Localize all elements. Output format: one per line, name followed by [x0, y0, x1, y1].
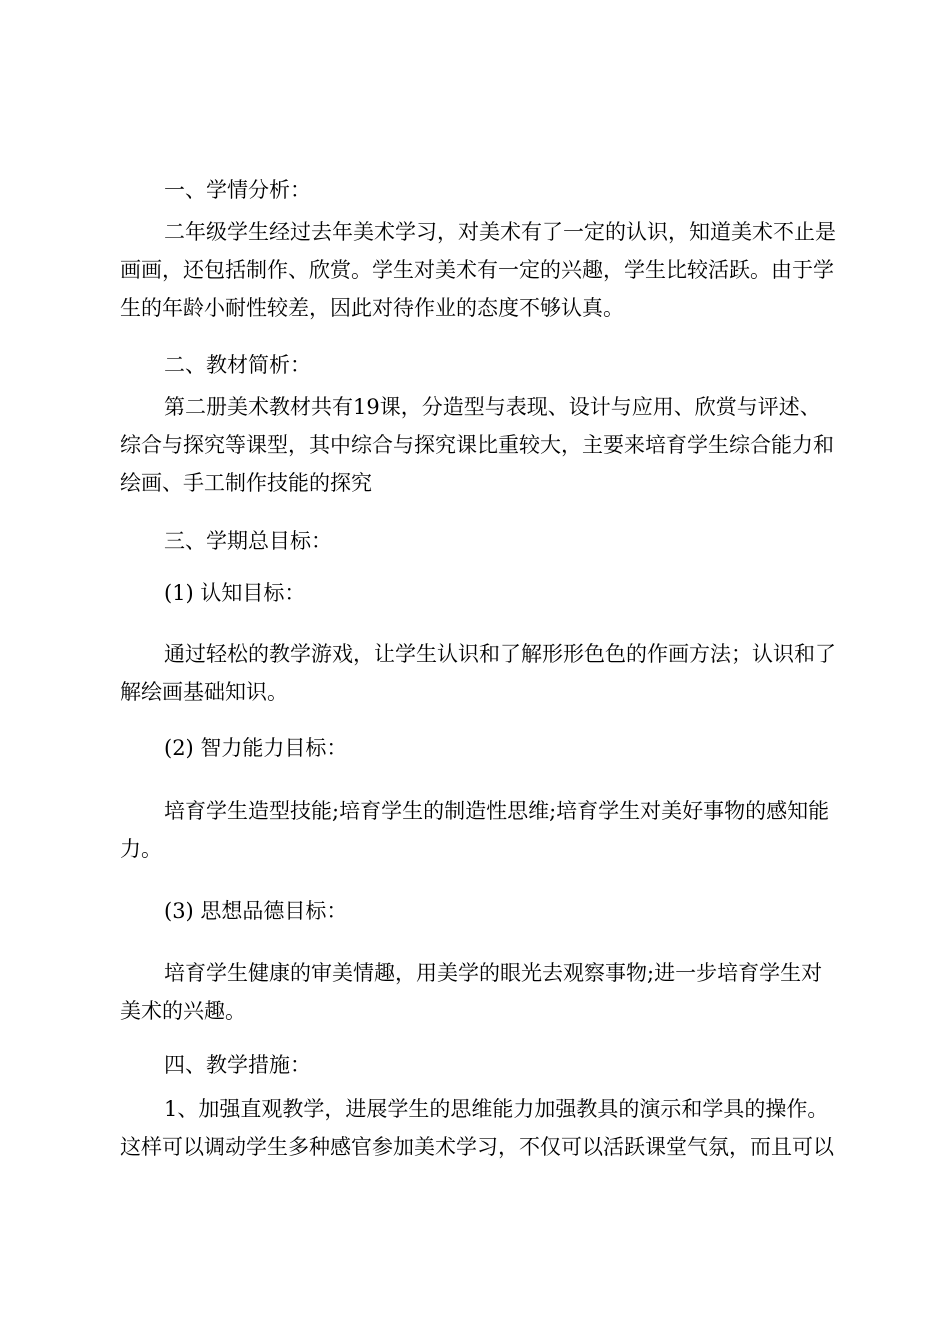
text-line: (2) 智力能力目标： — [164, 736, 348, 760]
text-line: 力。 — [120, 837, 162, 861]
text-line: 1、加强直观教学，进展学生的思维能力加强教具的演示和学具的操作。 — [164, 1097, 829, 1121]
text-line: 解绘画基础知识。 — [120, 680, 288, 704]
text-line: (3) 思想品德目标： — [164, 899, 348, 923]
text-line: 第二册美术教材共有19课，分造型与表现、设计与应用、欣赏与评述、 — [164, 395, 821, 419]
paragraph-textbook-analysis — [120, 388, 852, 502]
paragraph-student-analysis — [120, 213, 852, 327]
paragraph-cognitive-goal — [120, 635, 852, 711]
subheading-moral-goal — [120, 892, 852, 930]
text-line: 绘画、手工制作技能的探究 — [120, 471, 372, 495]
section-heading-teaching-measures — [120, 1046, 852, 1084]
text-line: 通过轻松的教学游戏，让学生认识和了解形形色色的作画方法；认识和了 — [164, 642, 836, 666]
paragraph-intellectual-goal — [120, 792, 852, 868]
text-line: 三、学期总目标： — [164, 529, 332, 553]
text-line: 培育学生造型技能;培育学生的制造性思维;培育学生对美好事物的感知能 — [164, 799, 830, 823]
subheading-cognitive-goal — [120, 574, 852, 612]
text-line: 培育学生健康的审美情趣，用美学的眼光去观察事物;进一步培育学生对 — [164, 961, 823, 985]
text-line: 美术的兴趣。 — [120, 999, 246, 1023]
text-line: 综合与探究等课型，其中综合与探究课比重较大，主要来培育学生综合能力和 — [120, 433, 834, 457]
text-line: 二年级学生经过去年美术学习，对美术有了一定的认识，知道美术不止是 — [164, 220, 836, 244]
subheading-intellectual-goal — [120, 729, 852, 767]
section-heading-textbook-analysis — [120, 346, 852, 384]
paragraph-teaching-measures — [120, 1090, 852, 1166]
text-line: 这样可以调动学生多种感官参加美术学习，不仅可以活跃课堂气氛，而且可以 — [120, 1135, 834, 1159]
text-line: 一、学情分析： — [164, 178, 311, 202]
paragraph-moral-goal — [120, 954, 852, 1030]
section-heading-semester-goals — [120, 522, 852, 560]
text-line: 生的年龄小耐性较差，因此对待作业的态度不够认真。 — [120, 296, 624, 320]
text-line: 四、教学措施： — [164, 1053, 311, 1077]
text-line: (1) 认知目标： — [164, 581, 306, 605]
text-line: 画画，还包括制作、欣赏。学生对美术有一定的兴趣，学生比较活跃。由于学 — [120, 258, 834, 282]
section-heading-student-analysis — [120, 171, 852, 209]
text-line: 二、教材简析： — [164, 353, 311, 377]
